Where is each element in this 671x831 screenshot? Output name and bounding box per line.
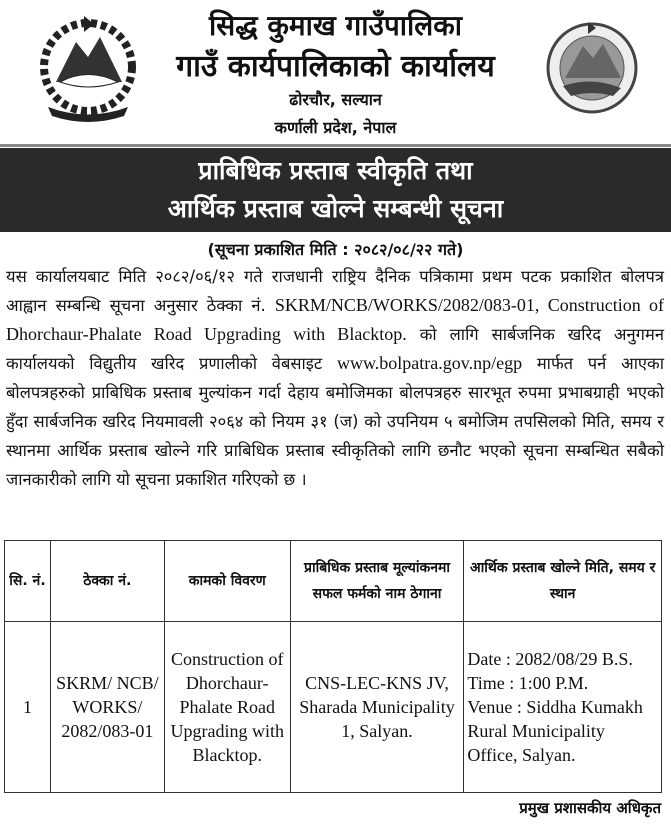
header-opening-details: आर्थिक प्रस्ताब खोल्ने मिति, समय र स्थान	[464, 541, 662, 622]
header-firm: प्राबिधिक प्रस्ताब मूल्यांकनमा सफल फर्मको नाम ठेगाना	[290, 541, 464, 622]
body-part1: यस कार्यालयबाट मिति २०८२/०६/१२ गते राजधानी राष्ट्रिय दैनिक पत्रिकामा प्रथम पटक प्रकाशित बोलपत्र आह्वान सम्बन्धि सूचना अनुसार ठेक्का नं.	[6, 267, 664, 315]
cell-description: Construction of Dhorchaur-Phalate Road Upgrading with Blacktop.	[164, 622, 290, 793]
office-name: गाउँ कार्यपालिकाको कार्यालय	[176, 49, 495, 84]
notice-title-line1: प्राबिधिक प्रस्ताब स्वीकृति तथा	[198, 156, 473, 185]
cell-contract-no: SKRM/ NCB/ WORKS/ 2082/083-01	[50, 622, 164, 793]
header-divider	[0, 144, 671, 147]
cell-serial: 1	[5, 622, 51, 793]
opening-time: Time : 1:00 P.M.	[467, 673, 589, 693]
cell-opening-details	[464, 622, 662, 793]
header-serial: सि. नं.	[5, 541, 51, 622]
body-part2: को लागि सार्बजनिक खरिद अनुगमन कार्यालयको विद्युतीय खरिद प्रणालीको वेबसाइट	[6, 325, 664, 373]
opening-venue: Venue : Siddha Kumakh Rural Municipality Office, Salyan.	[467, 697, 643, 765]
website-link[interactable]: www.bolpatra.gov.np/egp	[336, 353, 523, 373]
body-part3: मार्फत पर्न आएका बोलपत्रहरुको प्राबिधिक प्रस्ताब मुल्यांकन गर्दा देहाय बमोजिमका बोलपत्रहरु सारभूत रुपमा प्रभाबग्राही भएको हुँदा सार्बजनिक खरिद नियमावली २०६४ को नियम ३१ (ज) को उपनियम ५ बमोजिम तपसिलको मिति, समय र स्थानमा आर्थिक प्रस्ताब खोल्ने गरि प्राबिधिक प्रस्ताब स्वीकृतिको लागि छनौट भएको सूचना सम्बन्धित सबैको जानकारीको लागि यो सूचना प्रकाशित गरिएको छ ।	[6, 354, 664, 489]
evaluation-table	[4, 540, 662, 793]
contract-reference: SKRM/NCB/WORKS/2082/083-01, Construction of Dhorchaur-Phalate Road Upgrading with Blacktop.	[6, 295, 665, 344]
table-header-row	[5, 541, 662, 622]
cell-firm: CNS-LEC-KNS JV, Sharada Municipality 1, Salyan.	[290, 622, 464, 793]
header-contract-no: ठेक्का नं.	[50, 541, 164, 622]
table-row	[5, 622, 662, 793]
published-date: (सूचना प्रकाशित मिति : २०८२/०८/२२ गते)	[207, 240, 464, 259]
header-description: कामको विवरण	[164, 541, 290, 622]
province-country: कर्णाली प्रदेश, नेपाल	[274, 118, 397, 137]
opening-date: Date : 2082/08/29 B.S.	[467, 649, 633, 669]
notice-title-line2: आर्थिक प्रस्ताब खोल्ने सम्बन्धी सूचना	[167, 194, 504, 223]
notice-body	[6, 262, 664, 494]
signatory-title: प्रमुख प्रशासकीय अधिकृत	[519, 799, 661, 817]
municipality-name: सिद्ध कुमाख गाउँपालिका	[209, 9, 462, 42]
notice-title-banner	[0, 148, 671, 232]
office-address: ढोरचौर, सल्यान	[289, 90, 382, 109]
